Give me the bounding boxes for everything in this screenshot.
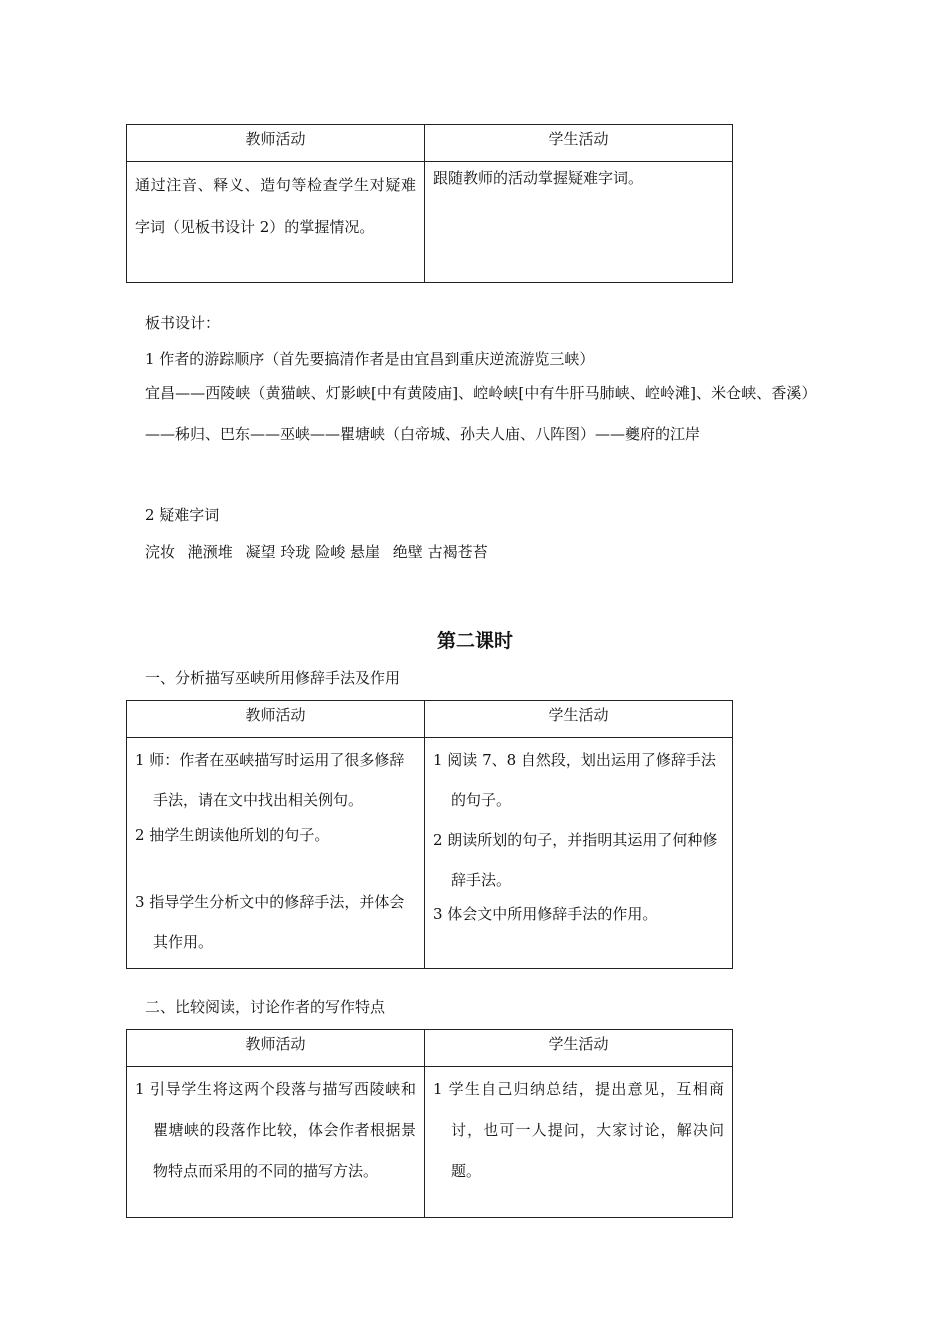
header-teacher-activity: 教师活动 [127, 1030, 425, 1067]
word-item: 古褐苍苔 [427, 543, 488, 561]
header-student-activity: 学生活动 [425, 1030, 733, 1067]
table-header-row [127, 125, 733, 162]
header-teacher-activity: 教师活动 [127, 701, 425, 738]
lesson-2-title: 第二课时 [436, 630, 513, 652]
section-2-heading: 二、比较阅读，讨论作者的写作特点 [145, 998, 386, 1016]
student-step-1: 1 学生自己归纳总结，提出意见，互相商讨，也可一人提问，大家讨论，解决问题。 [433, 1080, 724, 1180]
teacher-step-1: 1 师：作者在巫峡描写时运用了很多修辞手法，请在文中找出相关例句。 [135, 751, 405, 809]
header-teacher-activity: 教师活动 [127, 125, 425, 162]
activity-table-2 [126, 700, 733, 969]
teacher-step-1: 1 引导学生将这两个段落与描写西陵峡和瞿塘峡的段落作比较，体会作者根据景物特点而采用的不同的描写方法。 [135, 1080, 416, 1180]
word-item: 悬崖 [349, 543, 380, 561]
student-step-3: 3 体会文中所用修辞手法的作用。 [433, 905, 658, 923]
activity-table-3 [126, 1029, 733, 1218]
activity-table-1 [126, 124, 733, 283]
teacher-step-2: 2 抽学生朗读他所划的句子。 [135, 826, 330, 844]
section-1-heading: 一、分析描写巫峡所用修辞手法及作用 [145, 669, 401, 687]
word-item: 凝望 [245, 543, 276, 561]
word-item: 玲珑 [280, 543, 311, 561]
teacher-step-3: 3 指导学生分析文中的修辞手法，并体会其作用。 [135, 893, 405, 951]
board-design-title: 板书设计： [145, 314, 221, 332]
header-student-activity: 学生活动 [425, 701, 733, 738]
difficult-words-list [145, 541, 488, 562]
word-item: 险峻 [315, 543, 346, 561]
table-header-row [127, 701, 733, 738]
teacher-activity-text: 通过注音、释义、造句等检查学生对疑难字词（见板书设计 2）的掌握情况。 [135, 176, 416, 236]
header-student-activity: 学生活动 [425, 125, 733, 162]
student-step-2: 2 朗读所划的句子，并指明其运用了何种修辞手法。 [433, 831, 718, 889]
table-row [127, 738, 733, 969]
table-row [127, 1067, 733, 1218]
board-item-2-heading: 2 疑难字词 [145, 506, 220, 524]
student-activity-text: 跟随教师的活动掌握疑难字词。 [433, 169, 644, 187]
table-row [127, 162, 733, 283]
word-item: 浣妆 [145, 543, 176, 561]
travel-route-text: 宜昌——西陵峡（黄猫峡、灯影峡[中有黄陵庙]、崆岭峡[中有牛肝马肺峡、崆岭滩]、米仓峡、香溪）——秭归、巴东——巫峡——瞿塘峡（白帝城、孙夫人庙、八阵图）——夔府的江岸 [145, 384, 809, 443]
word-item: 绝壁 [392, 543, 423, 561]
word-item: 滟滪堆 [187, 543, 233, 561]
board-item-1-heading: 1 作者的游踪顺序（首先要搞清作者是由宜昌到重庆逆流游览三峡） [145, 350, 595, 368]
student-step-1: 1 阅读 7、8 自然段，划出运用了修辞手法的句子。 [433, 751, 716, 809]
table-header-row [127, 1030, 733, 1067]
